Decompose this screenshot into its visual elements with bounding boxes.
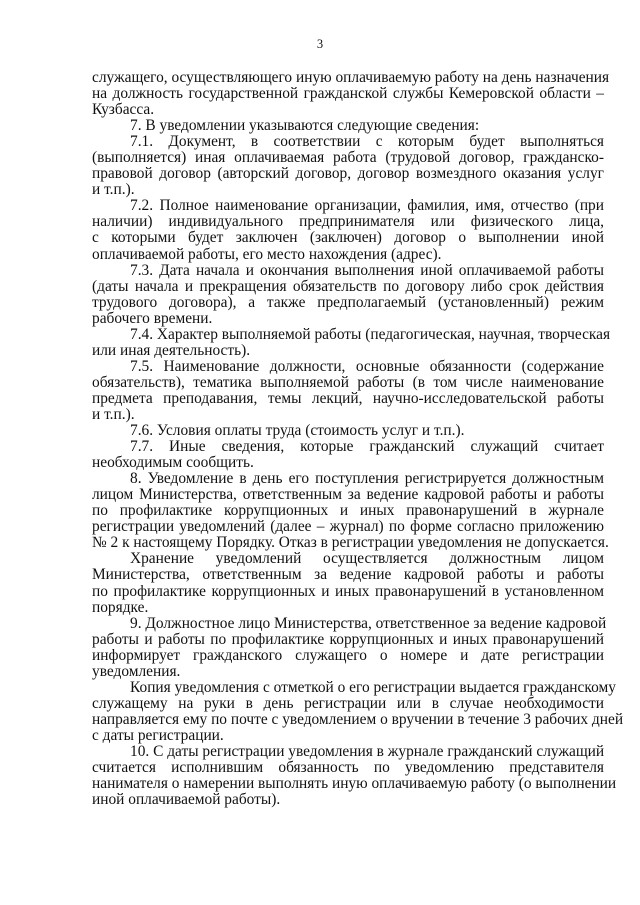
paragraph	[92, 263, 604, 327]
text-line: Копия уведомления с отметкой о его регистрации выдается гражданскому	[130, 678, 616, 696]
text-line: с даты регистрации.	[92, 726, 224, 744]
text-line: информирует гражданского служащего о номере и дате регистрации	[92, 646, 604, 664]
paragraph	[92, 678, 624, 744]
text-line: 9. Должностное лицо Министерства, ответственное за ведение кадровой	[130, 614, 607, 632]
text-line: 7.4. Характер выполняемой работы (педагогическая, научная, творческая	[130, 325, 611, 343]
text-line: наличии) индивидуального предпринимателя или физического лица,	[92, 213, 604, 231]
text-line: (выполняется) иная оплачиваемая работа (трудовой договор, гражданско-	[92, 149, 604, 167]
text-line: 7.2. Полное наименование организации, фамилия, имя, отчество (при	[130, 197, 604, 215]
text-line: обязательств), тематика выполняемой работы (в том числе наименование	[92, 373, 604, 391]
text-line: необходимым сообщить.	[92, 454, 254, 472]
text-line: на должность государственной гражданской службы Кемеровской области –	[92, 85, 604, 103]
text-line: по профилактике коррупционных и иных правонарушений в установленном	[92, 582, 604, 600]
paragraph	[92, 551, 604, 615]
text-line: Кузбасса.	[92, 101, 155, 119]
text-line: регистрации уведомлений (далее – журнал) по форме согласно приложению	[92, 518, 604, 536]
text-line: нанимателя о намерении выполнять иную оплачиваемую работу (о выполнении	[92, 775, 617, 793]
text-line: служащему на руки в день регистрации или в случае необходимости	[92, 694, 604, 712]
text-line: рабочего времени.	[92, 309, 213, 327]
text-line: № 2 к настоящему Порядку. Отказ в регистрации уведомления не допускается.	[92, 534, 609, 552]
paragraph	[92, 470, 609, 552]
text-line: 8. Уведомление в день его поступления регистрируется должностным	[130, 470, 604, 488]
text-line: (даты начала и прекращения обязательств по договору либо срок действия	[92, 277, 604, 295]
text-line: предмета преподавания, темы лекций, научно-исследовательской работы	[92, 389, 604, 407]
text-line: трудового договора), а также предполагаемый (установленный) режим	[92, 293, 604, 311]
text-line: и т.п.).	[92, 181, 135, 199]
text-line: с которыми будет заключен (заключен) договор о выполнении иной	[92, 229, 604, 247]
paragraph	[92, 118, 604, 134]
paragraph	[92, 325, 611, 359]
document-body	[92, 69, 624, 809]
paragraph	[92, 439, 604, 471]
text-line: оплачиваемой работы, его место нахождения (адрес).	[92, 245, 442, 263]
text-line: направляется ему по почте с уведомлением о вручении в течение 3 рабочих дней	[92, 710, 624, 728]
paragraph	[92, 359, 604, 423]
text-line: Министерства, ответственным за ведение кадровой работы и работы	[92, 566, 604, 584]
text-line: Хранение уведомлений осуществляется должностным лицом	[130, 550, 604, 568]
text-line: правовой договор (авторский договор, договор возмездного оказания услуг	[92, 165, 604, 183]
paragraph	[92, 614, 607, 680]
page-number: 3	[316, 37, 324, 51]
paragraph	[92, 134, 604, 198]
text-line: лицом Министерства, ответственным за ведение кадровой работы и работы	[92, 486, 604, 504]
paragraph	[92, 69, 610, 119]
text-line: или иная деятельность).	[92, 341, 251, 359]
text-line: порядке.	[92, 598, 149, 616]
text-line: считается исполнившим обязанность по уведомлению представителя	[92, 759, 604, 777]
text-line: иной оплачиваемой работы).	[92, 791, 281, 809]
text-line: 10. С даты регистрации уведомления в журнале гражданский служащий	[130, 742, 605, 760]
text-line: 7.7. Иные сведения, которые гражданский служащий считает	[130, 438, 604, 456]
text-line: работы и работы по профилактике коррупционных и иных правонарушений	[92, 630, 604, 648]
text-line: и т.п.).	[92, 405, 135, 423]
text-line: 7.5. Наименование должности, основные обязанности (содержание	[130, 357, 604, 375]
text-line: по профилактике коррупционных и иных правонарушений в журнале	[92, 502, 604, 520]
text-line: 7. В уведомлении указываются следующие сведения:	[130, 117, 480, 135]
paragraph	[92, 742, 617, 809]
text-line: уведомления.	[92, 662, 181, 680]
text-line: 7.1. Документ, в соответствии с которым будет выполняться	[130, 133, 604, 151]
text-line: 7.3. Дата начала и окончания выполнения иной оплачиваемой работы	[130, 261, 604, 279]
text-line: 7.6. Условия оплаты труда (стоимость услуг и т.п.).	[130, 422, 465, 440]
paragraph	[92, 198, 604, 262]
text-line: служащего, осуществляющего иную оплачиваемую работу на день назначения	[92, 69, 610, 86]
paragraph	[92, 423, 604, 439]
